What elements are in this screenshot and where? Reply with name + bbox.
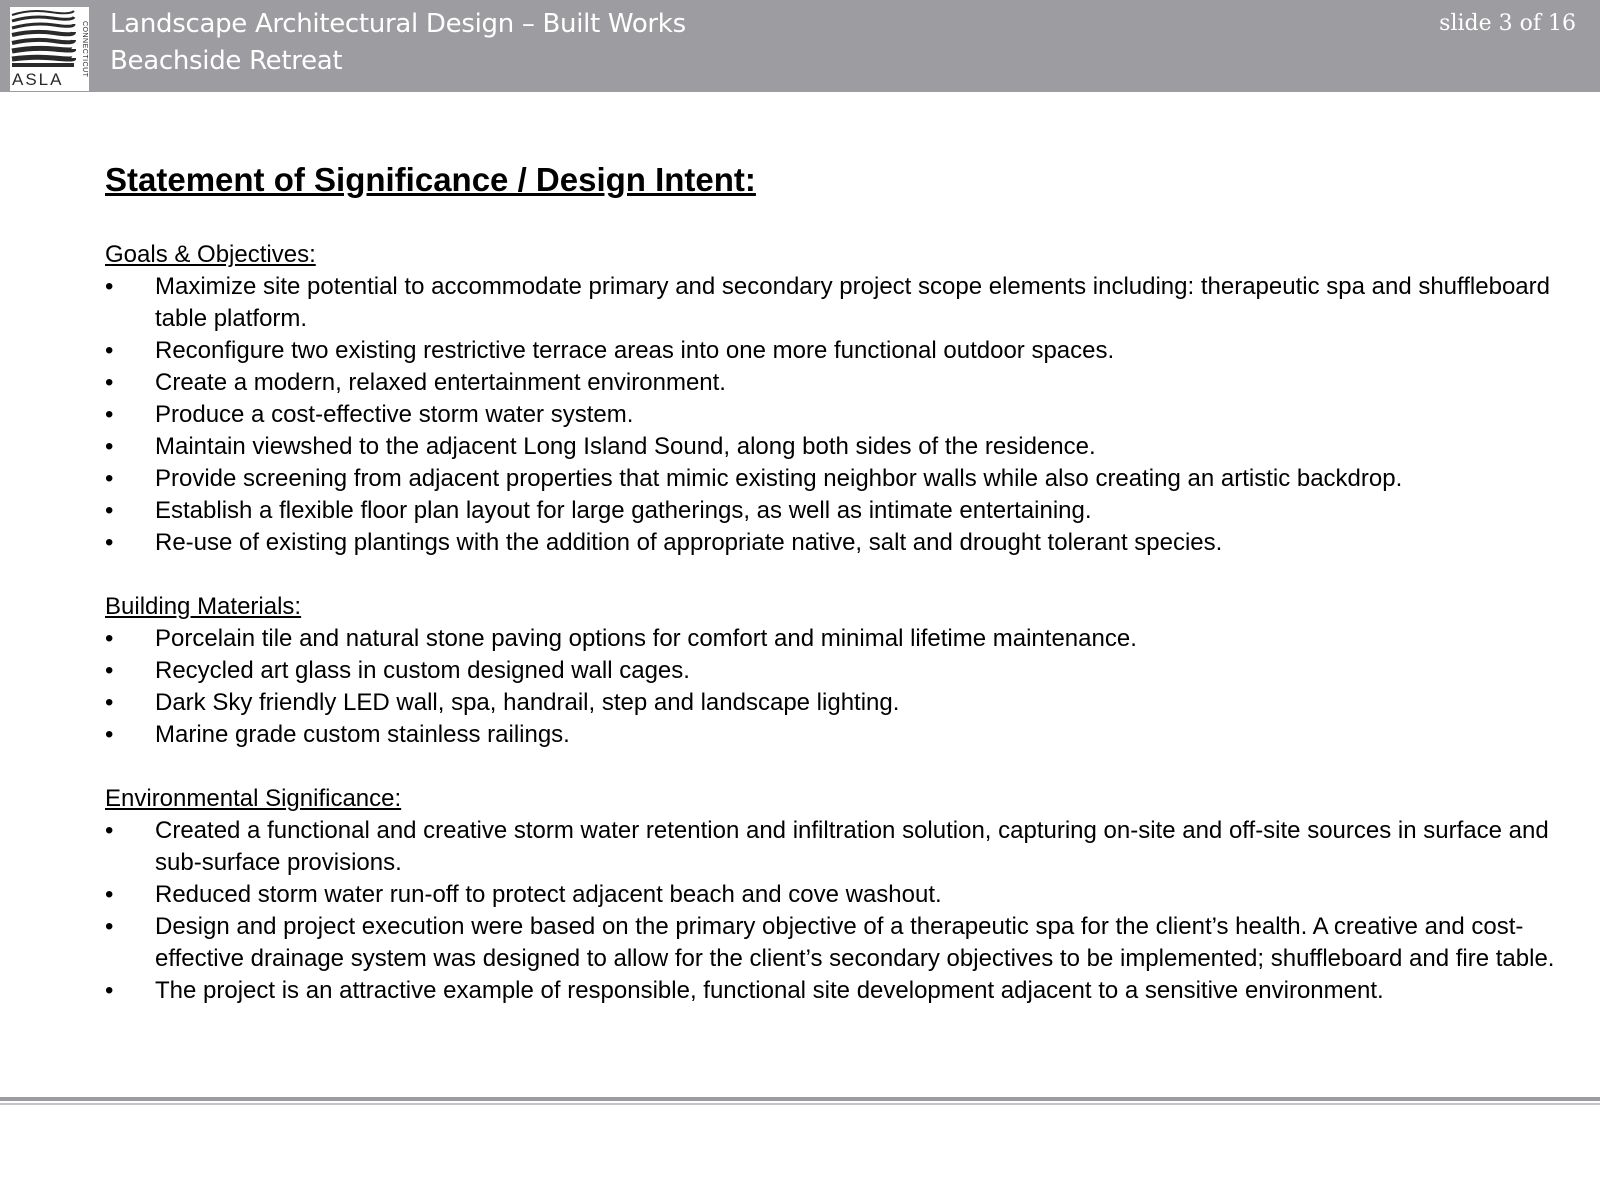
list-item-text: Created a functional and creative storm water retention and infiltration solution, capturing on-site and off-site sources in surface and sub-surface provisions. <box>155 817 1549 876</box>
list-item-text: Design and project execution were based on the primary objective of a therapeutic spa for the client’s health. A creative and cost-effective drainage system was designed to allow for the client’s secondary objectives to be implemented; shuffleboard and fire table. <box>155 913 1555 972</box>
header-subtitle: Beachside Retreat <box>110 46 343 76</box>
list-item <box>105 911 1575 975</box>
section-heading: Building Materials: <box>105 593 302 620</box>
list-item <box>105 687 1575 719</box>
list-item-text: Provide screening from adjacent properties that mimic existing neighbor walls while also creating an artistic backdrop. <box>155 465 1403 492</box>
bullet-icon: • <box>105 529 114 556</box>
footer-divider-secondary <box>0 1103 1600 1105</box>
list-item <box>105 527 1575 559</box>
bullet-icon: • <box>105 657 114 684</box>
list-item-text: Maintain viewshed to the adjacent Long Island Sound, along both sides of the residence. <box>155 433 1096 460</box>
footer-divider <box>0 1097 1600 1101</box>
list-item <box>105 975 1575 1007</box>
bullet-icon: • <box>105 369 114 396</box>
content-section <box>105 783 1575 1007</box>
list-item <box>105 335 1575 367</box>
list-item-text: Produce a cost-effective storm water system. <box>155 401 634 428</box>
page-title: Statement of Significance / Design Intent: <box>105 161 756 198</box>
list-item-text: Re-use of existing plantings with the addition of appropriate native, salt and drought tolerant species. <box>155 529 1223 556</box>
bullet-icon: • <box>105 337 114 364</box>
list-item-text: Reconfigure two existing restrictive terrace areas into one more functional outdoor spaces. <box>155 337 1115 364</box>
list-item-text: Maximize site potential to accommodate primary and secondary project scope elements including: therapeutic spa and shuffleboard table platform. <box>155 273 1550 332</box>
content-section <box>105 239 1575 559</box>
list-item <box>105 655 1575 687</box>
bullet-list <box>105 815 1575 1007</box>
sections-container <box>105 239 1575 1007</box>
asla-connecticut-logo <box>10 7 89 91</box>
list-item-text: Establish a flexible floor plan layout for large gatherings, as well as intimate entertaining. <box>155 497 1092 524</box>
bullet-list <box>105 271 1575 559</box>
content-section <box>105 591 1575 751</box>
list-item <box>105 623 1575 655</box>
slide-header <box>0 0 1600 92</box>
slide-content <box>105 158 1575 1039</box>
list-item-text: The project is an attractive example of responsible, functional site development adjacent to a sensitive environment. <box>155 977 1384 1004</box>
list-item <box>105 399 1575 431</box>
bullet-icon: • <box>105 913 114 940</box>
bullet-list <box>105 623 1575 751</box>
list-item <box>105 815 1575 879</box>
list-item-text: Reduced storm water run-off to protect adjacent beach and cove washout. <box>155 881 942 908</box>
list-item-text: Marine grade custom stainless railings. <box>155 721 570 748</box>
list-item-text: Create a modern, relaxed entertainment environment. <box>155 369 726 396</box>
bullet-icon: • <box>105 817 114 844</box>
list-item-text: Recycled art glass in custom designed wall cages. <box>155 657 690 684</box>
list-item <box>105 431 1575 463</box>
logo-state-text: CONNECTICUT <box>81 20 88 78</box>
bullet-icon: • <box>105 433 114 460</box>
section-heading: Goals & Objectives: <box>105 241 316 268</box>
slide-number: slide 3 of 16 <box>1439 11 1576 36</box>
list-item <box>105 879 1575 911</box>
section-heading: Environmental Significance: <box>105 785 402 812</box>
logo-asla-text: ASLA <box>12 70 64 89</box>
bullet-icon: • <box>105 465 114 492</box>
list-item-text: Dark Sky friendly LED wall, spa, handrail, step and landscape lighting. <box>155 689 900 716</box>
bullet-icon: • <box>105 689 114 716</box>
list-item <box>105 271 1575 335</box>
bullet-icon: • <box>105 497 114 524</box>
list-item-text: Porcelain tile and natural stone paving options for comfort and minimal lifetime maintenance. <box>155 625 1137 652</box>
list-item <box>105 463 1575 495</box>
bullet-icon: • <box>105 625 114 652</box>
bullet-icon: • <box>105 273 114 300</box>
bullet-icon: • <box>105 977 114 1004</box>
header-title: Landscape Architectural Design – Built Works <box>110 9 686 39</box>
list-item <box>105 719 1575 751</box>
landscape-waves-icon <box>10 7 76 69</box>
bullet-icon: • <box>105 721 114 748</box>
list-item <box>105 495 1575 527</box>
bullet-icon: • <box>105 881 114 908</box>
list-item <box>105 367 1575 399</box>
bullet-icon: • <box>105 401 114 428</box>
